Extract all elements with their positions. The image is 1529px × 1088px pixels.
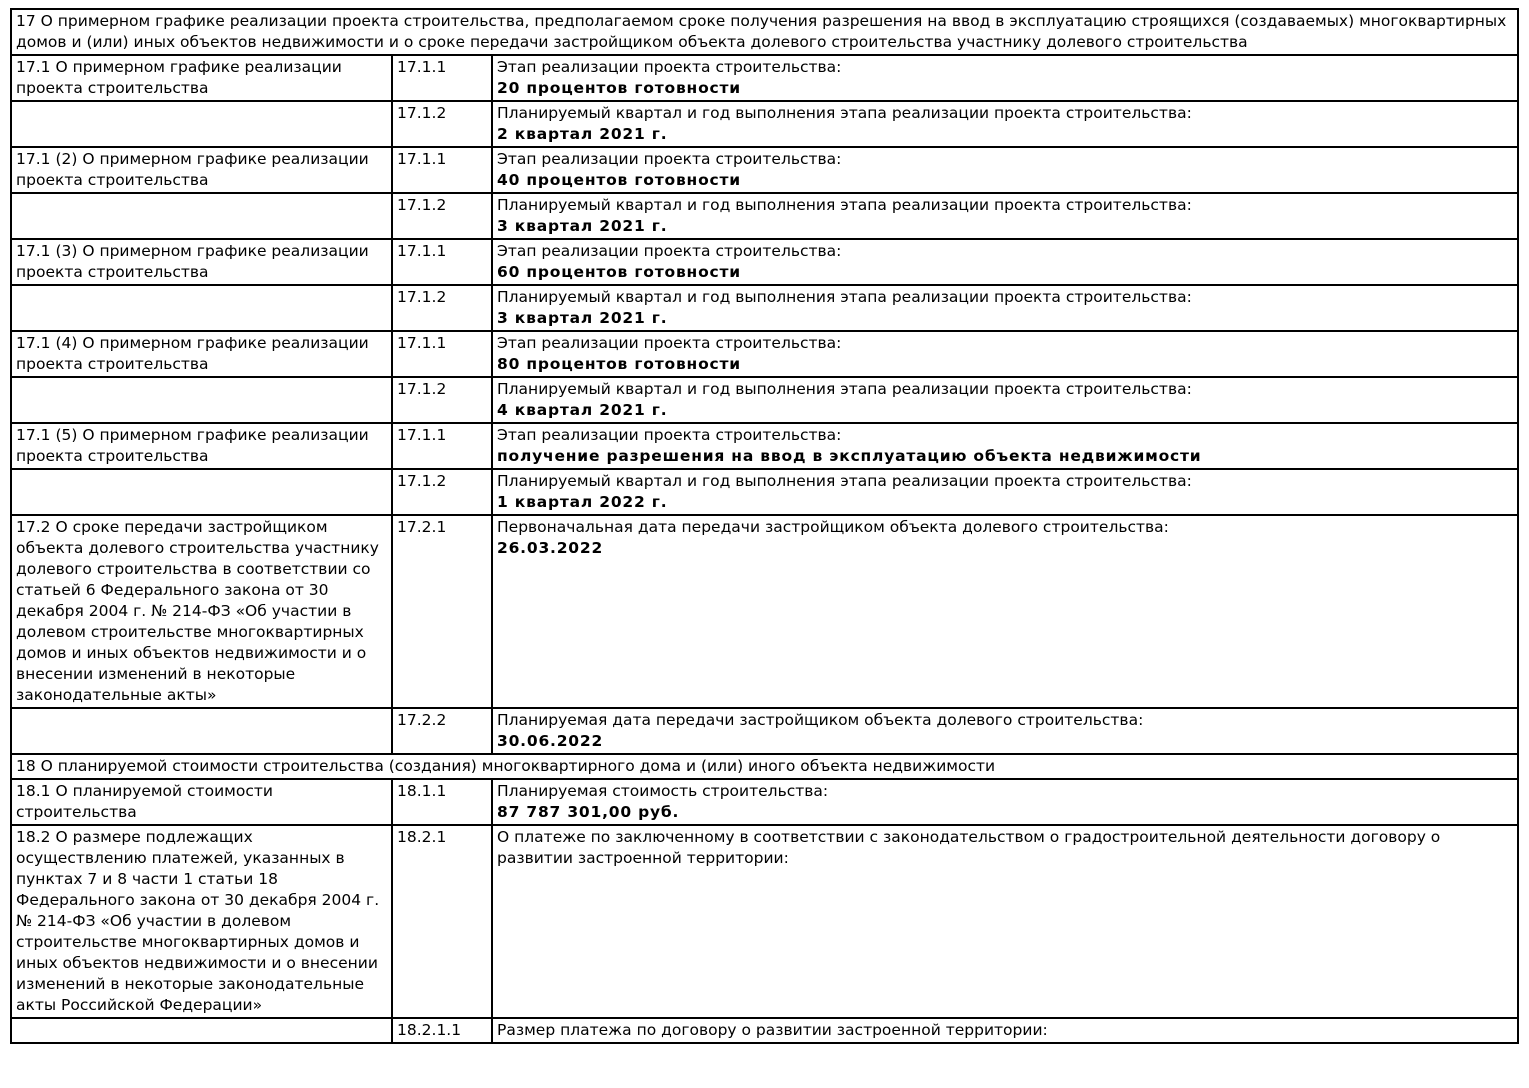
table-row: [11, 423, 1518, 469]
row-code: 17.2.1: [392, 515, 492, 708]
row-content: [492, 1018, 1518, 1043]
row-code: 17.1.1: [392, 423, 492, 469]
row-topic: 18.1 О планируемой стоимости строительства: [11, 779, 392, 825]
row-topic: 17.1 (3) О примерном графике реализации проекта строительства: [11, 239, 392, 285]
field-label: Этап реализации проекта строительства:: [497, 242, 842, 260]
table-row: [11, 193, 1518, 239]
field-value: 3 квартал 2021 г.: [497, 309, 668, 327]
row-topic: [11, 101, 392, 147]
field-value: 40 процентов готовности: [497, 171, 741, 189]
field-label: Этап реализации проекта строительства:: [497, 334, 842, 352]
row-content: [492, 55, 1518, 101]
table-row: [11, 55, 1518, 101]
row-content: [492, 101, 1518, 147]
field-value: 26.03.2022: [497, 539, 604, 557]
section-18-header: 18 О планируемой стоимости строительства (создания) многоквартирного дома и (или) иного объекта недвижимости: [11, 754, 1518, 779]
row-topic: [11, 377, 392, 423]
table-row: [11, 708, 1518, 754]
row-code: 18.2.1: [392, 825, 492, 1018]
row-code: 17.1.2: [392, 193, 492, 239]
table-row: [11, 239, 1518, 285]
field-label: Планируемый квартал и год выполнения этапа реализации проекта строительства:: [497, 380, 1192, 398]
row-topic: [11, 285, 392, 331]
field-label: Первоначальная дата передачи застройщиком объекта долевого строительства:: [497, 518, 1169, 536]
field-value: получение разрешения на ввод в эксплуатацию объекта недвижимости: [497, 447, 1202, 465]
field-value: 3 квартал 2021 г.: [497, 217, 668, 235]
field-label: Размер платежа по договору о развитии застроенной территории:: [497, 1021, 1048, 1039]
row-code: 17.1.2: [392, 377, 492, 423]
row-content: [492, 377, 1518, 423]
field-value: 20 процентов готовности: [497, 79, 741, 97]
table-row: [11, 779, 1518, 825]
row-topic: [11, 469, 392, 515]
row-content: [492, 469, 1518, 515]
field-label: Этап реализации проекта строительства:: [497, 426, 842, 444]
field-label: Этап реализации проекта строительства:: [497, 150, 842, 168]
row-topic: 17.2 О сроке передачи застройщиком объекта долевого строительства участнику долевого строительства в соответствии со статьей 6 Федерального закона от 30 декабря 2004 г. № 214-ФЗ «Об участии в долевом строительстве многоквартирных домов и иных объектов недвижимости и о внесении изменений в некоторые законодательные акты»: [11, 515, 392, 708]
field-label: Планируемая дата передачи застройщиком объекта долевого строительства:: [497, 711, 1144, 729]
row-code: 17.1.1: [392, 239, 492, 285]
row-topic: [11, 1018, 392, 1043]
field-label: Этап реализации проекта строительства:: [497, 58, 842, 76]
field-value: 60 процентов готовности: [497, 263, 741, 281]
row-content: [492, 331, 1518, 377]
row-code: 17.2.2: [392, 708, 492, 754]
field-label: О платеже по заключенному в соответствии с законодательством о градостроительной деятельности договору о развитии застроенной территории:: [497, 828, 1441, 867]
row-topic: 17.1 О примерном графике реализации проекта строительства: [11, 55, 392, 101]
field-value: 30.06.2022: [497, 732, 604, 750]
field-label: Планируемая стоимость строительства:: [497, 782, 829, 800]
row-content: [492, 239, 1518, 285]
row-topic: 17.1 (5) О примерном графике реализации проекта строительства: [11, 423, 392, 469]
section-17-header: 17 О примерном графике реализации проекта строительства, предполагаемом сроке получения разрешения на ввод в эксплуатацию строящихся (создаваемых) многоквартирных домов и (или) иных объектов недвижимости и о сроке передачи застройщиком объекта долевого строительства участнику долевого строительства: [11, 9, 1518, 55]
table-row: [11, 515, 1518, 708]
table-row: [11, 1018, 1518, 1043]
table-row: [11, 825, 1518, 1018]
row-topic: 17.1 (4) О примерном графике реализации проекта строительства: [11, 331, 392, 377]
table-row: [11, 285, 1518, 331]
section-17-header-row: [11, 9, 1518, 55]
row-code: 17.1.1: [392, 55, 492, 101]
row-content: [492, 825, 1518, 1018]
row-content: [492, 147, 1518, 193]
row-content: [492, 193, 1518, 239]
row-content: [492, 515, 1518, 708]
row-code: 18.1.1: [392, 779, 492, 825]
project-declaration-table: [10, 8, 1519, 1044]
table-row: [11, 377, 1518, 423]
row-code: 17.1.2: [392, 285, 492, 331]
field-label: Планируемый квартал и год выполнения этапа реализации проекта строительства:: [497, 288, 1192, 306]
field-value: 1 квартал 2022 г.: [497, 493, 668, 511]
field-label: Планируемый квартал и год выполнения этапа реализации проекта строительства:: [497, 196, 1192, 214]
row-content: [492, 708, 1518, 754]
field-value: 4 квартал 2021 г.: [497, 401, 668, 419]
field-label: Планируемый квартал и год выполнения этапа реализации проекта строительства:: [497, 104, 1192, 122]
field-label: Планируемый квартал и год выполнения этапа реализации проекта строительства:: [497, 472, 1192, 490]
table-row: [11, 469, 1518, 515]
row-topic: [11, 193, 392, 239]
section-18-header-row: [11, 754, 1518, 779]
row-content: [492, 423, 1518, 469]
table-row: [11, 147, 1518, 193]
row-code: 17.1.1: [392, 147, 492, 193]
table-row: [11, 101, 1518, 147]
field-value: 80 процентов готовности: [497, 355, 741, 373]
row-topic: 18.2 О размере подлежащих осуществлению платежей, указанных в пунктах 7 и 8 части 1 статьи 18 Федерального закона от 30 декабря 2004 г. № 214-ФЗ «Об участии в долевом строительстве многоквартирных домов и иных объектов недвижимости и о внесении изменений в некоторые законодательные акты Российской Федерации»: [11, 825, 392, 1018]
field-value: 2 квартал 2021 г.: [497, 125, 668, 143]
row-topic: [11, 708, 392, 754]
row-code: 17.1.2: [392, 469, 492, 515]
row-code: 17.1.2: [392, 101, 492, 147]
row-content: [492, 285, 1518, 331]
row-content: [492, 779, 1518, 825]
field-value: 87 787 301,00 руб.: [497, 803, 680, 821]
row-code: 18.2.1.1: [392, 1018, 492, 1043]
row-topic: 17.1 (2) О примерном графике реализации проекта строительства: [11, 147, 392, 193]
table-row: [11, 331, 1518, 377]
row-code: 17.1.1: [392, 331, 492, 377]
